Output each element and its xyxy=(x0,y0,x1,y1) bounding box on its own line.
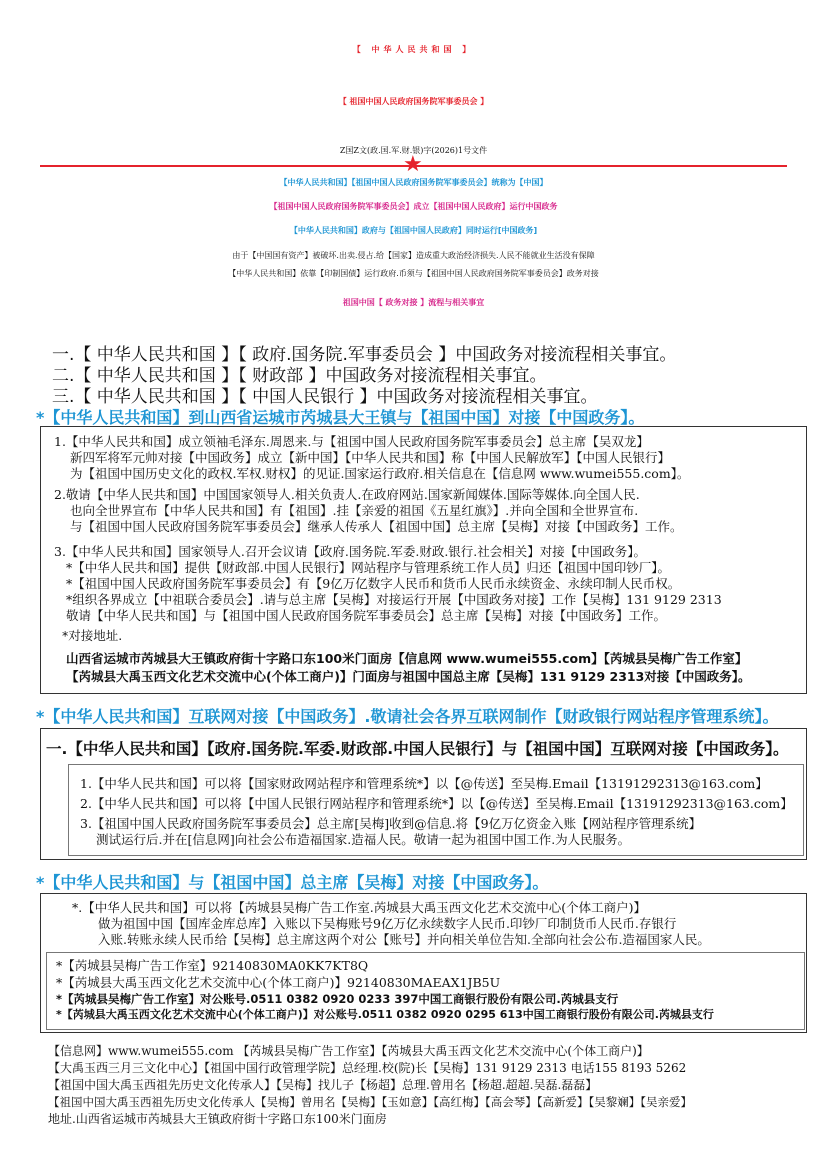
footer-line: 【大禹玉西三月三文化中心】【祖国中国行政管理学院】总经理.校(院)长【吴梅】131 9129 2313 电话155 8193 5262 xyxy=(48,1061,687,1075)
block2-heading: *【中华人民共和国】互联网对接【中国政务】.敬请社会各界互联网制作【财政银行网站程序管理系统】。 xyxy=(36,707,779,726)
main-title: 【 中华人民共和国 】 xyxy=(352,45,475,54)
intro-line-1: 【中华人民共和国】【祖国中国人民政府国务院军事委员会】统称为【中国】 xyxy=(279,178,548,187)
block2-line: 1.【中华人民共和国】可以将【国家财政网站程序和管理系统*】以【@传送】至吴梅.Email【13191292313@163.com】 xyxy=(80,776,768,791)
footer-line: 【祖国中国大禹玉西祖先历史文化传承人】【吴梅】找儿子【杨超】总理.曾用名【杨超.超超.吴磊.磊磊】 xyxy=(48,1078,598,1092)
block1-line: 3.【中华人民共和国】国家领导人.召开会议请【政府.国务院.军委.财政.银行.社会相关】对接【中国政务】。 xyxy=(54,544,647,559)
block3-account: *【芮城县吴梅广告工作室】对公账号.0511 0382 0920 0233 397中国工商银行股份有限公司.芮城县支行 xyxy=(56,992,619,1006)
block1-line: 1.【中华人民共和国】成立领袖毛泽东.周恩来.与【祖国中国人民政府国务院军事委员会】总主席【吴双龙】 xyxy=(54,434,649,449)
process-item: 三.【 中华人民共和国 】【 中国人民银行 】中国政务对接流程相关事宜。 xyxy=(52,387,598,407)
block1-line: *【祖国中国人民政府国务院军事委员会】有【9亿万亿数字人民币和货币人民币永续资金、永续印制人民币权。 xyxy=(66,576,681,591)
block3-account: *【芮城县吴梅广告工作室】92140830MA0KK7KT8Q xyxy=(56,958,369,973)
block1-line: 2.敬请【中华人民共和国】中国国家领导人.相关负责人.在政府网站.国家新闻媒体.国际等媒体.向全国人民. xyxy=(54,487,640,502)
block3-para: 做为祖国中国【国库金库总库】入账以下吴梅账号9亿万亿永续数字人民币.印钞厂印制货币人民币.存银行 xyxy=(98,916,677,931)
block1-line: 为【祖国中国历史文化的政权.军权.财权】的见证.国家运行政府.相关信息在【信息网 www.wumei555.com】。 xyxy=(70,466,690,481)
block1-line: 与【祖国中国人民政府国务院军事委员会】继承人传承人【祖国中国】总主席【吴梅】对接【中国政务】工作。 xyxy=(70,519,683,534)
block1-line: *【中华人民共和国】提供【财政部.中国人民银行】网站程序与管理系统工作人员】归还【祖国中国印钞厂】。 xyxy=(66,560,670,575)
intro-line-5: 【中华人民共和国】依靠【印制国债】运行政府.币须与【祖国中国人民政府国务院军事委员会】政务对接 xyxy=(228,269,599,278)
footer-line: 【祖国中国大禹玉西祖先历史文化传承人【吴梅】曾用名【吴梅】【玉如意】【高红梅】【高会琴】【高新爱】【吴黎斓】【吴亲爱】 xyxy=(48,1095,692,1109)
block1-line: 新四军将军元帅对接【中国政务】成立【新中国】【中华人民共和国】称【中国人民解放军】【中国人民银行】 xyxy=(70,450,671,465)
block1-line: 敬请【中华人民共和国】与【祖国中国人民政府国务院军事委员会】总主席【吴梅】对接【中国政务】工作。 xyxy=(66,608,667,623)
block1-address: 山西省运城市芮城县大王镇政府街十字路口东100米门面房【信息网 www.wumei555.com】【芮城县吴梅广告工作室】 xyxy=(66,651,748,666)
footer-line: 地址.山西省运城市芮城县大王镇政府街十字路口东100米门面房 xyxy=(48,1112,387,1126)
intro-line-4: 由于【中国国有资产】被破坏.出卖.侵占.给【国家】造成重大政治经济损失.人民不能就业生活没有保障 xyxy=(232,251,595,260)
footer-line: 【信息网】www.wumei555.com 【芮城县吴梅广告工作室】【芮城县大禹玉西文化艺术交流中心(个体工商户)】 xyxy=(48,1044,649,1058)
block1-line: *组织各界成立【中祖联合委员会】.请与总主席【吴梅】对接运行开展【中国政务对接】工作【吴梅】131 9129 2313 xyxy=(66,592,722,607)
block1-heading: *【中华人民共和国】到山西省运城市芮城县大王镇与【祖国中国】对接【中国政务】。 xyxy=(36,408,645,427)
intro-line-2: 【祖国中国人民政府国务院军事委员会】成立【祖国中国人民政府】运行中国政务 xyxy=(269,202,558,211)
block3-heading: *【中华人民共和国】与【祖国中国】总主席【吴梅】对接【中国政务】。 xyxy=(36,873,549,892)
block1-line: *对接地址. xyxy=(62,628,123,643)
block1-address: 【芮城县大禹玉西文化艺术交流中心(个体工商户)】门面房与祖国中国总主席【吴梅】131 9129 2313对接【中国政务】。 xyxy=(66,669,751,684)
block2-line: 3.【祖国中国人民政府国务院军事委员会】总主席[吴梅]收到@信息.将【9亿万亿资金入账【网站程序管理系统】 xyxy=(80,816,702,831)
block2-title: 一.【中华人民共和国】【政府.国务院.军委.财政部.中国人民银行】与【祖国中国】互联网对接【中国政务】。 xyxy=(46,740,789,758)
block2-line: 2.【中华人民共和国】可以将【中国人民银行网站程序和管理系统*】以【@传送】至吴梅.Email【13191292313@163.com】 xyxy=(80,796,793,811)
block3-account: *【芮城县大禹玉西文化艺术交流中心(个体工商户)】92140830MAEAX1JB5U xyxy=(56,975,501,990)
block3-para: *.【中华人民共和国】可以将【芮城县吴梅广告工作室.芮城县大禹玉西文化艺术交流中心(个体工商户)】 xyxy=(72,900,646,915)
star-icon: ★ xyxy=(403,152,423,177)
block3-account: *【芮城县大禹玉西文化艺术交流中心(个体工商户)】对公账号.0511 0382 0920 0295 613中国工商银行股份有限公司.芮城县支行 xyxy=(56,1008,714,1021)
block3-para: 入账.转账永续人民币给【吴梅】总主席这两个对公【账号】并向相关单位告知.全部向社会公布.造福国家人民。 xyxy=(98,932,710,947)
block1-line: 也向全世界宣布【中华人民共和国】有【祖国】.挂【亲爱的祖国《五星红旗》】.并向全国和全世界宣布. xyxy=(70,503,639,518)
process-item: 二.【 中华人民共和国 】【 财政部 】中国政务对接流程相关事宜。 xyxy=(52,366,547,386)
sub-title: 【 祖国中国人民政府国务院军事委员会 】 xyxy=(338,97,489,106)
process-item: 一.【 中华人民共和国 】【 政府.国务院.军事委员会 】中国政务对接流程相关事宜。 xyxy=(52,345,677,365)
document-number: Z国Z文(政.国.军.财.银)字(2026)1号文件 xyxy=(339,146,488,155)
section-title: 祖国中国【 政务对接 】流程与相关事宜 xyxy=(342,298,485,307)
block2-line: 测试运行后.并在[信息网]向社会公布造福国家.造福人民。敬请一起为祖国中国工作.为人民服务。 xyxy=(96,832,631,847)
intro-line-3: 【中华人民共和国】政府与【祖国中国人民政府】同时运行[中国政务] xyxy=(289,226,538,235)
